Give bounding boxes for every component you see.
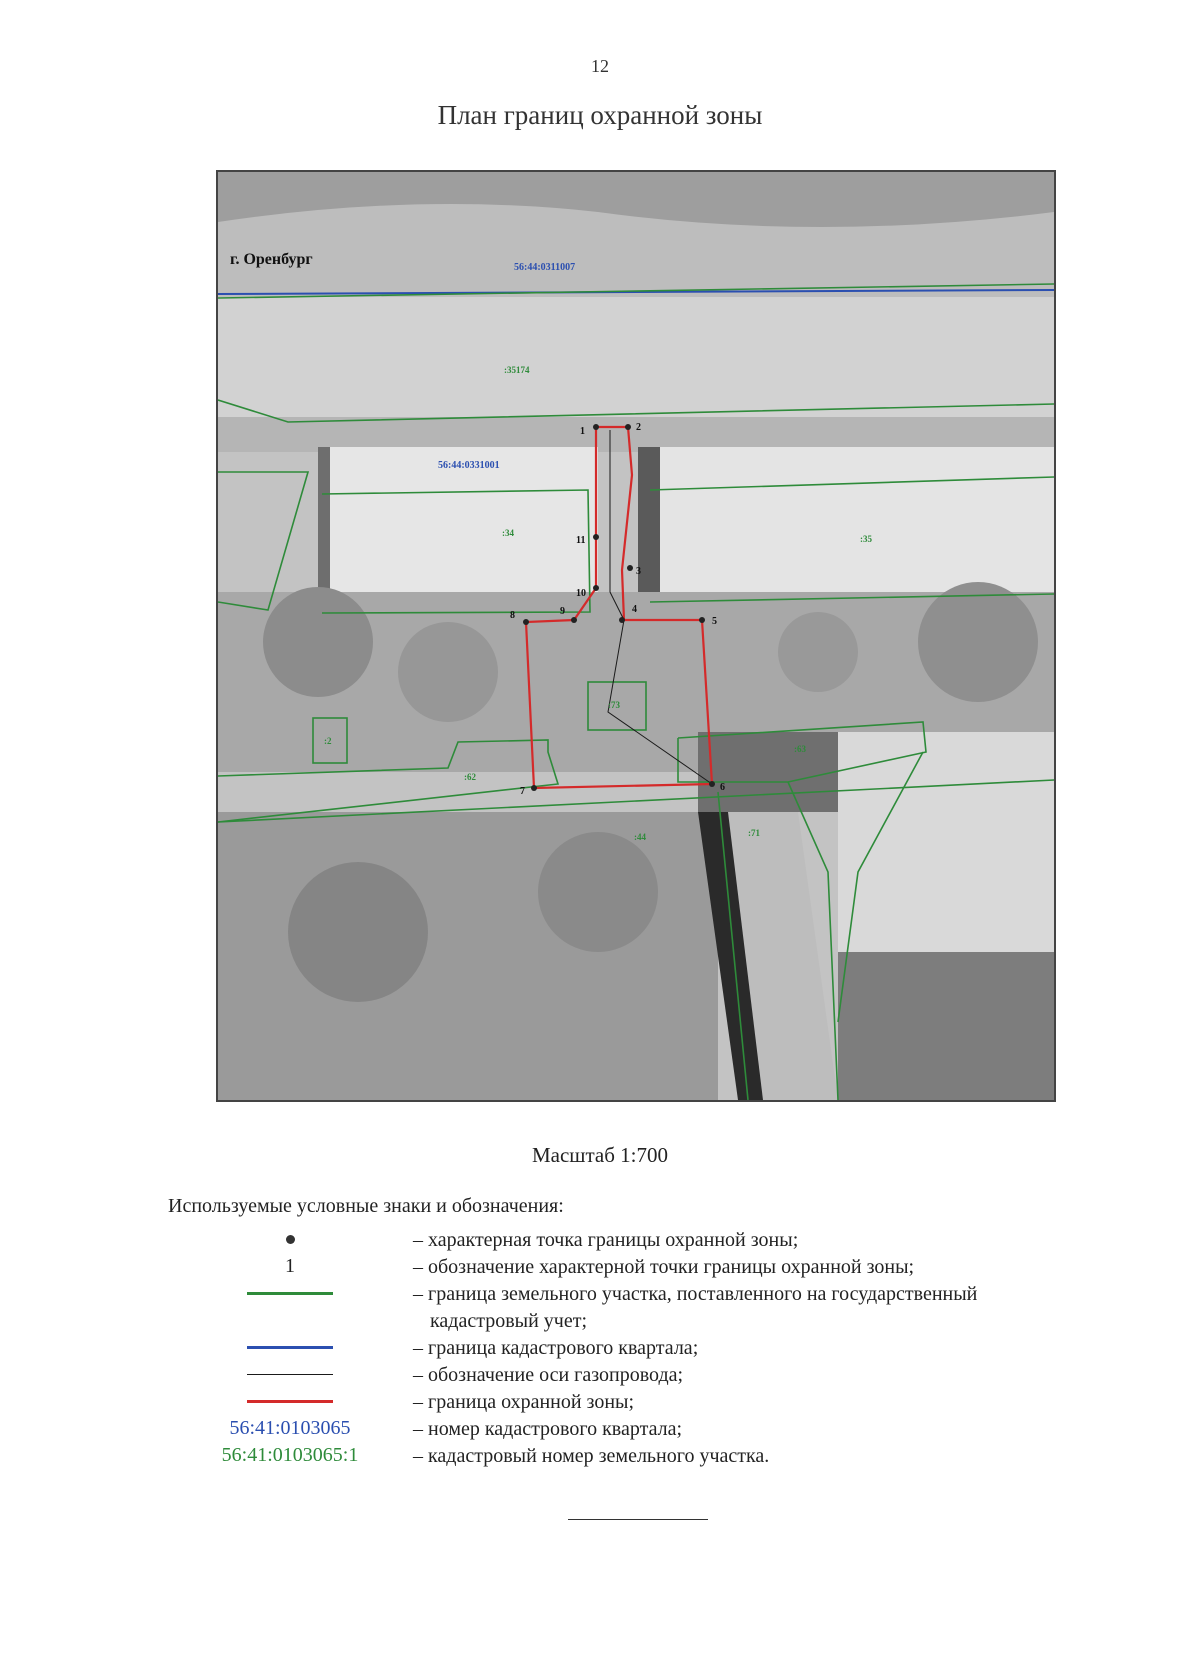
quarter-label: 56:44:0311007 [514,262,576,273]
point-10 [593,585,599,591]
point-marker-symbol [200,1225,380,1253]
road [218,297,1054,417]
legend-text: – обозначение оси газопровода; [413,1364,684,1386]
point-4 [619,617,625,623]
parcel-label: :62 [464,772,476,782]
legend-text: – характерная точка границы охранной зоны; [413,1229,799,1251]
point-8 [523,619,529,625]
building [838,732,1054,972]
point-label-4: 4 [632,604,637,615]
point-label-2: 2 [636,422,641,433]
point-label-5: 5 [712,616,717,627]
point-5 [699,617,705,623]
legend-item-point [0,1225,1200,1255]
point-2 [625,424,631,430]
legend-text: – номер кадастрового квартала; [413,1418,683,1440]
city-label: г. Оренбург [230,251,313,268]
point-label-1: 1 [580,426,585,437]
green-line-symbol [200,1279,380,1307]
point-1 [593,424,599,430]
blue-line-symbol [200,1333,380,1361]
point-label-11: 11 [576,535,586,546]
quarter-number-symbol: 56:41:0103065 [229,1416,351,1439]
black-line-symbol [200,1360,380,1388]
parcel-number-symbol: 56:41:0103065:1 [221,1443,359,1466]
legend-item-point-label [0,1252,1200,1282]
legend-item-protection-zone [0,1387,1200,1417]
parcel-label: :34 [502,528,514,538]
point-label-8: 8 [510,610,515,621]
point-label-6: 6 [720,782,725,793]
point-label-9: 9 [560,606,565,617]
page-number: 12 [591,56,609,76]
bottom-divider [568,1519,708,1520]
building [658,447,1054,597]
point-label-3: 3 [636,566,641,577]
legend-item-parcel-boundary [0,1279,1200,1335]
legend-text: – граница земельного участка, поставленного на государственный кадастровый учет; [413,1283,978,1332]
legend-text: – кадастровый номер земельного участка. [413,1445,770,1467]
point-7 [531,785,537,791]
point-label-symbol: 1 [285,1254,295,1277]
page-title: План границ охранной зоны [437,100,763,130]
point-3 [627,565,633,571]
parcel-label: :71 [748,828,760,838]
point-11 [593,534,599,540]
cadastral-map [216,170,1056,1102]
point-6 [709,781,715,787]
parcel-label: :35 [860,534,872,544]
legend-text: – граница кадастрового квартала; [413,1337,699,1359]
map-scale: Масштаб 1:700 [531,1143,668,1167]
legend-item-gas-axis [0,1360,1200,1390]
parcel-label: :35174 [504,365,530,375]
point-label-10: 10 [576,588,586,599]
legend-title: Используемые условные знаки и обозначения: [168,1195,564,1217]
red-line-symbol [200,1387,380,1415]
legend-item-quarter-number [0,1414,1200,1444]
legend-text: – обозначение характерной точки границы охранной зоны; [413,1256,915,1278]
quarter-label: 56:44:0331001 [438,460,500,471]
point-label-7: 7 [520,786,525,797]
parcel-label: :63 [794,744,806,754]
parcel-label: :2 [324,736,332,746]
legend-text: – граница охранной зоны; [413,1391,635,1413]
legend-item-quarter-boundary [0,1333,1200,1363]
parcel-label: :73 [608,700,620,710]
parcel-label: :44 [634,832,646,842]
legend-item-parcel-number [0,1441,1200,1471]
point-9 [571,617,577,623]
